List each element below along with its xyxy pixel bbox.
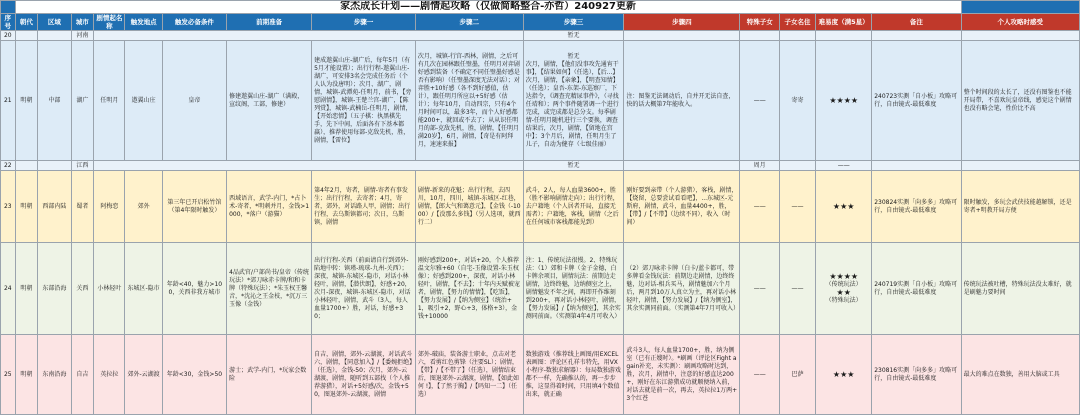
separator-row <box>1 31 1080 41</box>
row-feel: 传统玩法被吐槽，特殊玩法没太难好，就是刷魅力要时间 <box>961 243 1079 335</box>
table-row <box>1 243 1080 335</box>
row-step3: 数独游戏（推荐线上画图/用EXCEL表画图：评论区孔祥韦特先，用VX小程序-数独求解器）：每局数独游戏都不一样，先确推认的，再一步步推，这显得着时间，只用填4个数值出来，就正确 <box>523 335 624 415</box>
row-step1: 自吉，剧情，郊外-云湖渡，对话武斗六，剧情，【同意加入】/【委婉拒绝】（任选），金钱-50；次月，郊外-云湖渡，剧情，随听到五部找（个人推荐游猎），对话+5好感/次，金钱+50，图退郊外-云湖渡，剧情 <box>312 335 416 415</box>
row-prep: 4品武官/户部尚书/皇帝（传统玩法）*郊刀咏赤卡牌/和和卡牌（特殊玩法）；*朱玉权王馨音，*沈沁之王金枝，*沉万三玉像（金钱） <box>227 243 312 335</box>
row-condition: 年龄<40，魅力>100，关西非我方城市 <box>162 243 226 335</box>
row-city: 湖广 <box>71 41 94 161</box>
header-difficulty: 难易度（满5星） <box>816 14 872 31</box>
row-index: 22 <box>1 161 16 171</box>
row-step3: 武斗，2人，每人血量3600+，胜（胜不影响剧情走向）；出行行程，去户籍地（个人居者开局，直接无需者）；户籍地，客栈，剧情（之后在任何城市客栈都能见到） <box>523 171 624 243</box>
row-step3: 注：1、传统玩法很慢。2、特殊玩法：（1）郊和卡牌（金子金德，白卡牌余项目，剧情玩法：前期边走剧情，边终终魅，边纳侧室之上，剧情魅发不年之间，再即开作维刻到200+，再对话小林轻叶，剧情，【努力发展】/【纳为侧室】，其余实测同前面。（实测第4年4月可收入） <box>523 243 624 335</box>
row-special: —— <box>740 243 779 335</box>
row-area: 东部沿海 <box>38 243 71 335</box>
header-prep: 前期准备 <box>227 14 312 31</box>
row-step3 <box>523 41 624 161</box>
header-condition: 触发必备条件 <box>162 14 226 31</box>
row-index: 24 <box>1 243 16 335</box>
row-difficulty: ★★★ <box>816 171 872 243</box>
header-child-name: 子女名住 <box>779 14 815 31</box>
row-difficulty: ★★★★ <box>816 41 872 161</box>
header-step2: 步骤二 <box>415 14 523 31</box>
row-special: —— <box>740 41 779 161</box>
corner-cell <box>1 1 16 14</box>
row-remark: 230824实测「向多多」攻略可行，自由镜式-最低难度 <box>872 171 961 243</box>
row-dynasty: 明朝 <box>15 41 38 161</box>
title-side-cell <box>961 1 1079 14</box>
row-child-name: —— <box>779 243 815 335</box>
header-row <box>1 14 1080 31</box>
row-condition: 皇帝 <box>162 41 226 161</box>
row-prep: 西域语言，武学-内门，*占卜术-寄者，*明刺并月，金钱>1000，*落户（游猫） <box>227 171 312 243</box>
header-city: 城市 <box>71 14 94 31</box>
row-child-name: 巴萨 <box>779 335 815 415</box>
table-row <box>1 41 1080 161</box>
row-city: 蜀者 <box>71 171 94 243</box>
separator-extra2: —— <box>816 161 872 171</box>
difficulty-note: （传统玩法） <box>825 280 862 288</box>
separator-city: 江西 <box>71 161 94 171</box>
row-child-name: 寄寄 <box>779 41 815 161</box>
separator-extra: 周月 <box>740 161 779 171</box>
separator-row <box>1 161 1080 171</box>
header-step3: 步骤三 <box>523 14 624 31</box>
row-feel: 整个时间段的太长了，还没有图鉴也不能开局带，不喜欢玩皇帝线，感觉这个剧情也没有略会笔，性价比不高 <box>961 41 1079 161</box>
row-child-name: —— <box>779 171 815 243</box>
row-step1: 第4年2月，寄者，剧情-寄者有事发生；出行行程，去寄者；4月，寄者，郊外，对话路人甲，剧情；出行行程，去乌斯镇都司；次日，乌斯镇，剧情 <box>312 171 416 243</box>
row-city: 自吉 <box>71 335 94 415</box>
row-step3-top: 暂无 <box>567 52 580 60</box>
row-index: 25 <box>1 335 16 415</box>
row-special: —— <box>740 171 779 243</box>
row-location: 郊外-云湖渡 <box>125 335 162 415</box>
row-area: 中部 <box>38 41 71 161</box>
header-name: 剧情起名称 <box>94 14 125 31</box>
header-step4: 步骤四 <box>624 14 740 31</box>
row-area: 东南沿海 <box>38 335 71 415</box>
row-remark: 230816实测「向多多」攻略可行，自由镜式-最低难度 <box>872 335 961 415</box>
header-step1: 步骤一 <box>312 14 416 31</box>
row-step1: 建成遨翼山庄-湖广后，每年5月（有5月才能设置）；出行行程-遨翼山庄-湖广，可安排3名会完成任务后（个人认为没唐明）；次月、湖广，剧情，城镇-武潭苑-任明月，前书，【旁慰剧情】，城镇-王楚兰宫-湖广，【陈列赏】，城镇-武楠岳-任明月，剧情，【开始恋情】（五子棋：执黑棋先手，先下中间，后面各有下基本都赢），推荐使用每部-克敌先机，胜，剧情，【雷位】 <box>312 41 416 161</box>
row-condition: 年龄<30，金钱>50 <box>162 335 226 415</box>
row-city: 关西 <box>71 243 94 335</box>
sheet-title: 家杰成长计划——剧情起攻略（仅做简略整合-亦哲）240927更新 <box>15 1 961 14</box>
row-step2: 郊外-破庙，装备游士职业，点击对老六，看剪红色剪锋（注要SL）；剧情，【带】/【不带了】（任选），剧情结束后，图退郊外-云湖渡，剧情，【如此如何 !】，【了然于胸】/【吗知一二】（任选） <box>415 335 523 415</box>
row-dynasty: 明朝 <box>15 171 38 243</box>
header-location: 触发地点 <box>125 14 162 31</box>
row-condition: 第三年已开启松竹馆（第4年限时触发） <box>162 171 226 243</box>
row-name: 任明月 <box>94 41 125 161</box>
table-row <box>1 171 1080 243</box>
row-step2: 刚好感到200+，对话+20，个人推荐温文尔雅+60（自宅-玉像设置-朱玉权像）；好感到200+，深夜，对话小林轻叶，剧情，【不去】；十年内天赋被宠者，剧情，【努力的情情】，【吃饭】，【努力发展】/【纳为侧室】（统治+1，吸引+2，野心+3，体格+3），金钱+10000 <box>415 243 523 335</box>
row-step4: 注：图鉴无法调动后，自并开无法自查，快的话大概第7年能收入。 <box>624 41 740 161</box>
row-special: —— <box>740 335 779 415</box>
row-name: 小林轻叶 <box>94 243 125 335</box>
table-row <box>1 335 1080 415</box>
row-step2: 次月，城镇-行宫-西林，剧情，之后可有几次在园林跟任璧墨，任明月对弈剧好感到装备（不确定不同任璧墨好感是否有影响）（任璧墨深度无法对话）；对弈胜+10好感（各不到好感值，估计），跟任明月所应以+5好感（估计）；每年10月，自动四宗，只有4个月时间可以，最多3年，而个人好感都能200+，就回或不去了；从从识任明月的部-克敌先机，胜，剧情，【任明月满20岁】，6月，剧情，【奇是有阿拜月，速速来报】 <box>415 41 523 161</box>
header-index: 序号 <box>1 14 16 31</box>
row-name: 阿梅恋 <box>94 171 125 243</box>
row-step4: 刚好要到亲带（个人游猎），客栈，剧情，【烧留，总要尝试看看吧】，...东城区-元斯府，剧情，武斗，血量4400+，胜，【带】/【不带】（边续不同），收入（时间） <box>624 171 740 243</box>
row-step1: 出行行程-关西（前面请自行到郊外-陷地中转：镇瑾-琉球-九州-关西）；深夜，城镇-东城区-隐市，对话小林轻叶，剧情，【潜伏朗】，好感+20，次月-深夜，城镇-东城区-隐市，对话小林轻叶，剧情，武斗（3人，每人血量1700+）胜，对话，好感+30； <box>312 243 416 335</box>
row-remark: 240719实测「自小板」攻略可行，自由镜式-最低难度 <box>872 243 961 335</box>
difficulty-stars-2: ★★ <box>836 287 851 297</box>
header-special-child: 特殊子女 <box>740 14 779 31</box>
row-step2: 剧情-新来的花魁；出行行程，去四川，10月，四川，城镇-东城区-红巷，剧情，【郎大气和蔼意元】，【金钱（-1000）/【没那么多钱】（另人选项，就西行二） <box>415 171 523 243</box>
row-name: 英拉拉 <box>94 335 125 415</box>
row-index: 23 <box>1 171 16 243</box>
row-dynasty: 明朝 <box>15 335 38 415</box>
row-location: 东城区-隐市 <box>125 243 162 335</box>
row-remark: 240723实测「自小板」攻略可行，自由镜式-最低难度 <box>872 41 961 161</box>
row-feel: 最大的难点在数独，善用大脑或工具 <box>961 335 1079 415</box>
header-remark: 备注 <box>872 14 961 31</box>
difficulty-stars: ★★★★ <box>829 271 859 281</box>
header-feel: 个人攻略时感受 <box>961 14 1079 31</box>
difficulty-note-2: （特殊玩法） <box>825 296 862 304</box>
row-dynasty: 明朝 <box>15 243 38 335</box>
row-index: 20 <box>1 31 16 41</box>
row-location: 遨翼山庄 <box>125 41 162 161</box>
row-difficulty: ★★★ <box>816 335 872 415</box>
row-feel: 限时触发，多玩会武侠技能越解锁，还是寄者+明教开局方便 <box>961 171 1079 243</box>
header-dynasty: 朝代 <box>15 14 38 31</box>
separator-note: 暂无 <box>523 161 624 171</box>
row-location: 郊外 <box>125 171 162 243</box>
row-prep: 修建遨翼山庄-湖广（满殿，宣纹阁，工部，修建） <box>227 41 312 161</box>
row-step3-c: 次月，剧情，【亲象】，【明查知情】（任选）；皇吾-东架-东巡察厂，下达指令，《调查充精尿事件》，（寻找任靖和）；两个事件随署调一个进行完成，或完成都是总分支。每季剧情-任明月随机进行三个要换，调查结果后，次月，剧情，【留地在宫中】；3个月后，剧情，任明月生了儿子，自动为健存（七级佳丽） <box>525 76 619 148</box>
separator-city: 河南 <box>71 31 94 41</box>
row-area: 西部内陆 <box>38 171 71 243</box>
row-step3-b: 次月，剧情，【他们没事攻先通宵干事】，【结果如何】（任选），【后...】 <box>525 60 619 76</box>
header-area: 区域 <box>38 14 71 31</box>
separator-note: 暂无 <box>523 31 624 41</box>
row-difficulty <box>816 243 872 335</box>
row-step4: （2）郊刀咏赤卡牌（白卡/蓝卡都可，带多牌看金钱玩法：前期边走剧情，边终终魅，边对话-相兵买马，剧情魅加六个月后，两月到10万人真立为主，再对话小林轻叶，剧情，【努力发展】/【纳为侧室】，其余实测同前面。（实测第4年7月可收入） <box>624 243 740 335</box>
row-index: 21 <box>1 41 16 161</box>
row-step4: 武斗3人，每人血量1700+，胜，纳为侧室（已有正嫂时）。*刷画（评论区Fight again补充，未实测）：刷画攻略时达到，胜，次月，剧情中，注意的好感直达200+，刚好在东江游猎成功就顺便纳入前，对话去就是前一次，再去，英拉拉1万两+3个红苍 <box>624 335 740 415</box>
row-prep: 游士；武学-内门，*玩家会数险 <box>227 335 312 415</box>
